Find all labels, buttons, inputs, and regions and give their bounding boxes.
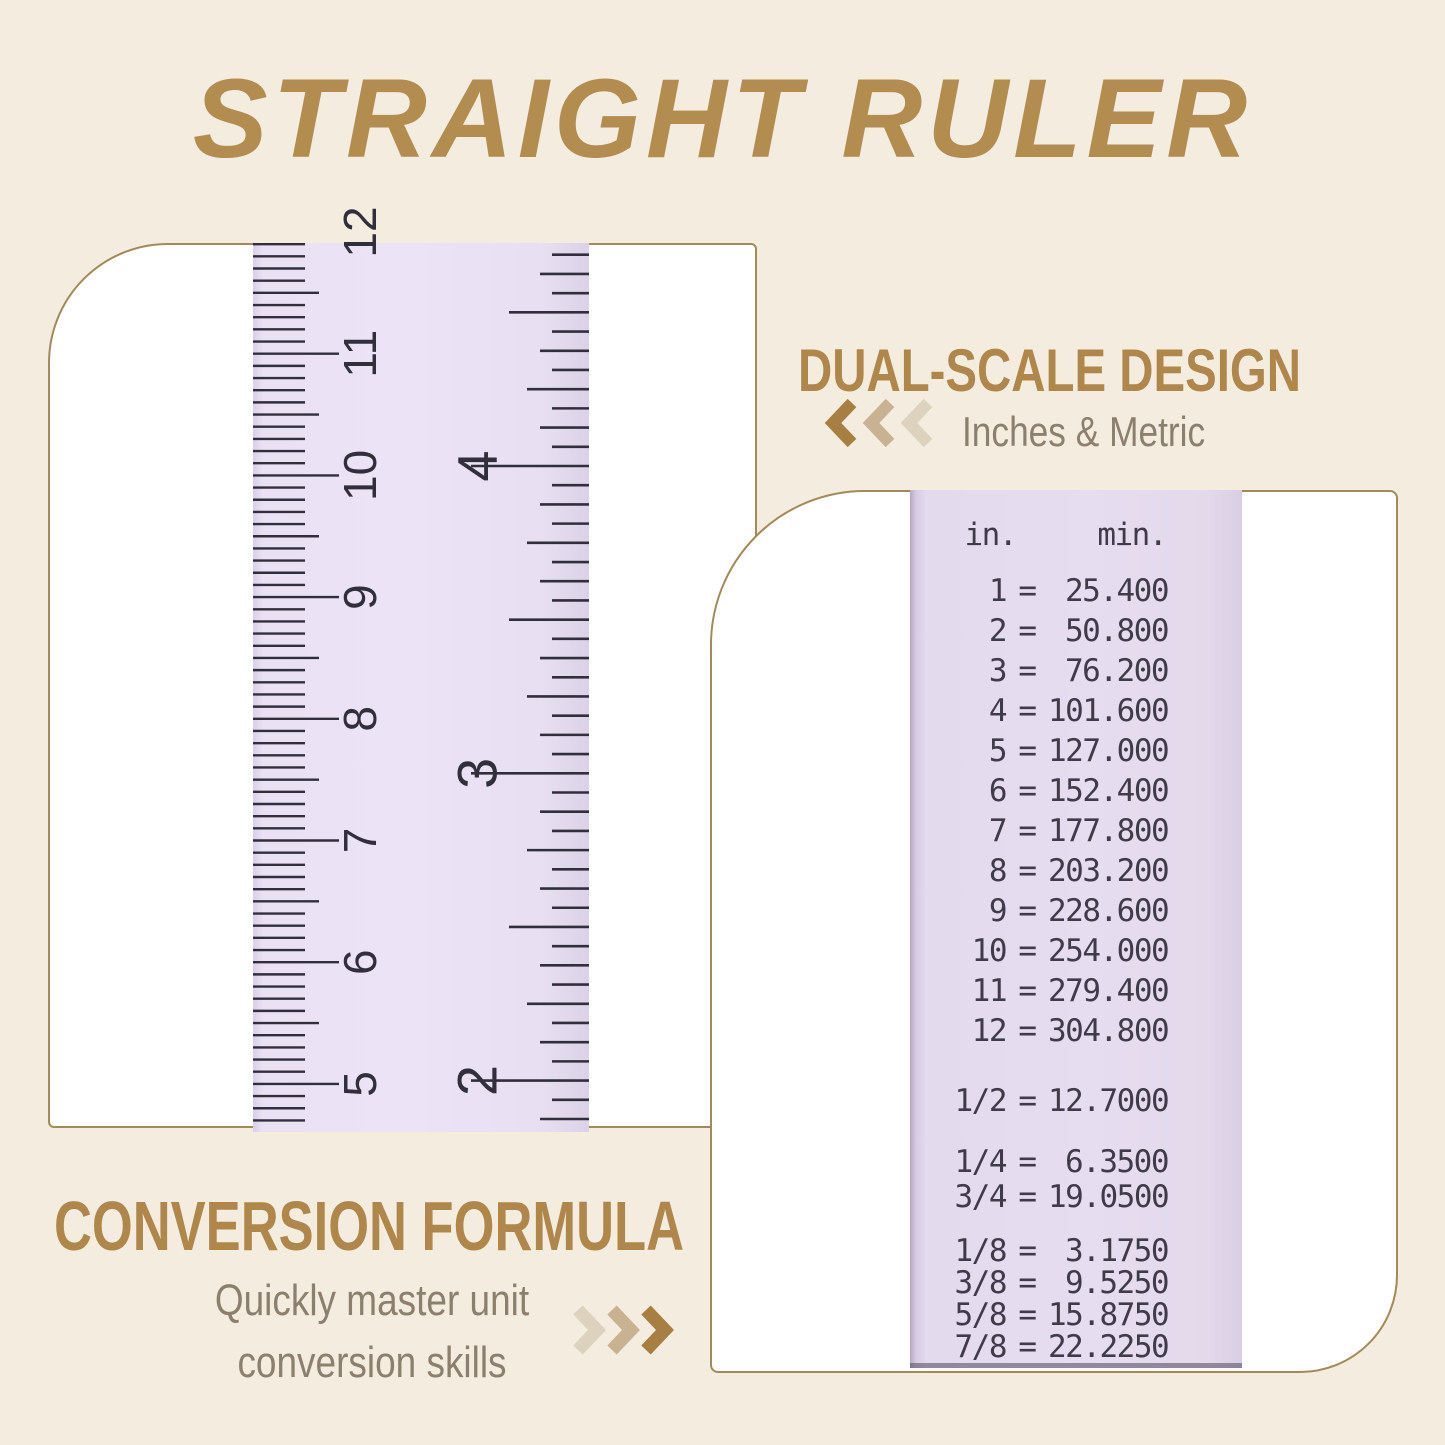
cell-mm: 6.3500 xyxy=(1065,1143,1168,1180)
svg-text:11: 11 xyxy=(334,329,386,378)
cell-inches: 1/2 xyxy=(954,1082,1006,1119)
conversion-ruler-photo xyxy=(910,490,1242,1368)
cell-inches: 1/4 xyxy=(954,1143,1006,1180)
cell-inches: 3/8 xyxy=(954,1265,1006,1301)
equals-sign: = xyxy=(1018,1082,1036,1119)
equals-sign: = xyxy=(1018,573,1036,609)
cell-inches: 10 xyxy=(971,933,1006,969)
page-title: STRAIGHT RULER xyxy=(192,56,1253,181)
table-row xyxy=(910,1235,1242,1267)
dual-scale-heading: DUAL-SCALE DESIGN xyxy=(798,337,1301,404)
table-row xyxy=(910,971,1242,1011)
cell-inches: 9 xyxy=(988,893,1006,929)
table-row xyxy=(910,651,1242,691)
equals-sign: = xyxy=(1018,893,1036,929)
conversion-subheading xyxy=(137,1270,607,1394)
cell-mm: 127.000 xyxy=(1048,733,1169,769)
equals-sign: = xyxy=(1018,1013,1036,1049)
cell-inches: 3/4 xyxy=(954,1178,1006,1215)
conversion-table xyxy=(910,490,1242,1368)
cell-mm: 12.7000 xyxy=(1048,1082,1169,1119)
cell-inches: 3 xyxy=(988,653,1006,689)
equals-sign: = xyxy=(1018,773,1036,809)
equals-sign: = xyxy=(1018,733,1036,769)
ruler-photo xyxy=(253,206,589,1132)
conversion-heading: CONVERSION FORMULA xyxy=(54,1187,684,1265)
equals-sign: = xyxy=(1018,1265,1036,1301)
cell-mm: 279.400 xyxy=(1048,973,1169,1009)
svg-text:12: 12 xyxy=(334,206,386,258)
dual-scale-subheading: Inches & Metric xyxy=(962,408,1206,455)
equals-sign: = xyxy=(1018,613,1036,649)
equals-sign: = xyxy=(1018,1233,1036,1269)
cell-inches: 12 xyxy=(971,1013,1006,1049)
cell-mm: 19.0500 xyxy=(1048,1178,1169,1215)
table-row xyxy=(910,691,1242,731)
svg-text:4: 4 xyxy=(445,450,509,482)
cell-mm: 177.800 xyxy=(1048,813,1169,849)
cell-inches: 2 xyxy=(988,613,1006,649)
table-row xyxy=(910,1179,1242,1214)
table-row xyxy=(910,1267,1242,1299)
cell-inches: 5/8 xyxy=(954,1297,1006,1333)
equals-sign: = xyxy=(1018,813,1036,849)
equals-sign: = xyxy=(1018,1329,1036,1365)
table-row xyxy=(910,891,1242,931)
table-row xyxy=(910,1331,1242,1363)
table-group xyxy=(910,571,1242,1051)
table-group xyxy=(910,1235,1242,1363)
table-row xyxy=(910,611,1242,651)
cell-mm: 22.2250 xyxy=(1048,1329,1169,1365)
cell-mm: 203.200 xyxy=(1048,853,1169,889)
cell-inches: 8 xyxy=(988,853,1006,889)
table-row xyxy=(910,515,1242,555)
table-row xyxy=(910,731,1242,771)
table-row xyxy=(910,571,1242,611)
chevron-right-icon xyxy=(570,1306,670,1354)
cell-mm: 50.800 xyxy=(1065,613,1168,649)
cell-mm: 254.000 xyxy=(1048,933,1169,969)
cell-inches: 7 xyxy=(988,813,1006,849)
svg-text:5: 5 xyxy=(334,1071,386,1097)
equals-sign: = xyxy=(1018,853,1036,889)
cell-inches: 4 xyxy=(988,693,1006,729)
cell-mm: 25.400 xyxy=(1065,573,1168,609)
cell-inches: 1/8 xyxy=(954,1233,1006,1269)
cell-mm: min. xyxy=(1097,517,1166,553)
cell-inches: 5 xyxy=(988,733,1006,769)
table-row xyxy=(910,931,1242,971)
table-row xyxy=(910,851,1242,891)
equals-sign: = xyxy=(1018,1297,1036,1333)
svg-text:7: 7 xyxy=(334,827,386,854)
svg-text:6: 6 xyxy=(334,949,386,975)
table-row xyxy=(910,1144,1242,1179)
cell-inches: 7/8 xyxy=(954,1329,1006,1365)
cell-mm: 101.600 xyxy=(1048,693,1169,729)
cell-mm: 9.5250 xyxy=(1065,1265,1168,1301)
conversion-subheading-line1: Quickly master unit xyxy=(214,1276,530,1325)
cell-mm: 15.8750 xyxy=(1048,1297,1169,1333)
equals-sign: = xyxy=(1018,933,1036,969)
ruler-photo-panel xyxy=(48,206,757,1128)
chevron-left-icon xyxy=(824,400,936,446)
cell-inches: 1 xyxy=(988,573,1006,609)
cell-inches: 6 xyxy=(988,773,1006,809)
equals-sign: = xyxy=(1018,653,1036,689)
svg-text:2: 2 xyxy=(445,1065,509,1097)
cell-mm: 152.400 xyxy=(1048,773,1169,809)
svg-text:9: 9 xyxy=(334,584,386,610)
table-row xyxy=(910,1083,1242,1118)
table-group xyxy=(910,1144,1242,1214)
cell-inches: 11 xyxy=(971,973,1006,1009)
cell-inches: in. xyxy=(964,517,1016,553)
cell-mm: 304.800 xyxy=(1048,1013,1169,1049)
equals-sign: = xyxy=(1018,1178,1036,1215)
svg-text:3: 3 xyxy=(445,757,509,789)
svg-text:8: 8 xyxy=(334,706,386,732)
cell-mm: 3.1750 xyxy=(1065,1233,1168,1269)
table-row xyxy=(910,811,1242,851)
ruler-scale xyxy=(253,206,589,1132)
conversion-subheading-line2: conversion skills xyxy=(237,1338,507,1387)
table-row xyxy=(910,1299,1242,1331)
conversion-photo-panel xyxy=(710,490,1398,1373)
equals-sign: = xyxy=(1018,1143,1036,1180)
table-group xyxy=(910,1083,1242,1118)
table-row xyxy=(910,1011,1242,1051)
cell-mm: 76.200 xyxy=(1065,653,1168,689)
table-row xyxy=(910,771,1242,811)
cell-mm: 228.600 xyxy=(1048,893,1169,929)
svg-text:10: 10 xyxy=(334,449,386,501)
equals-sign: = xyxy=(1018,693,1036,729)
equals-sign: = xyxy=(1018,973,1036,1009)
